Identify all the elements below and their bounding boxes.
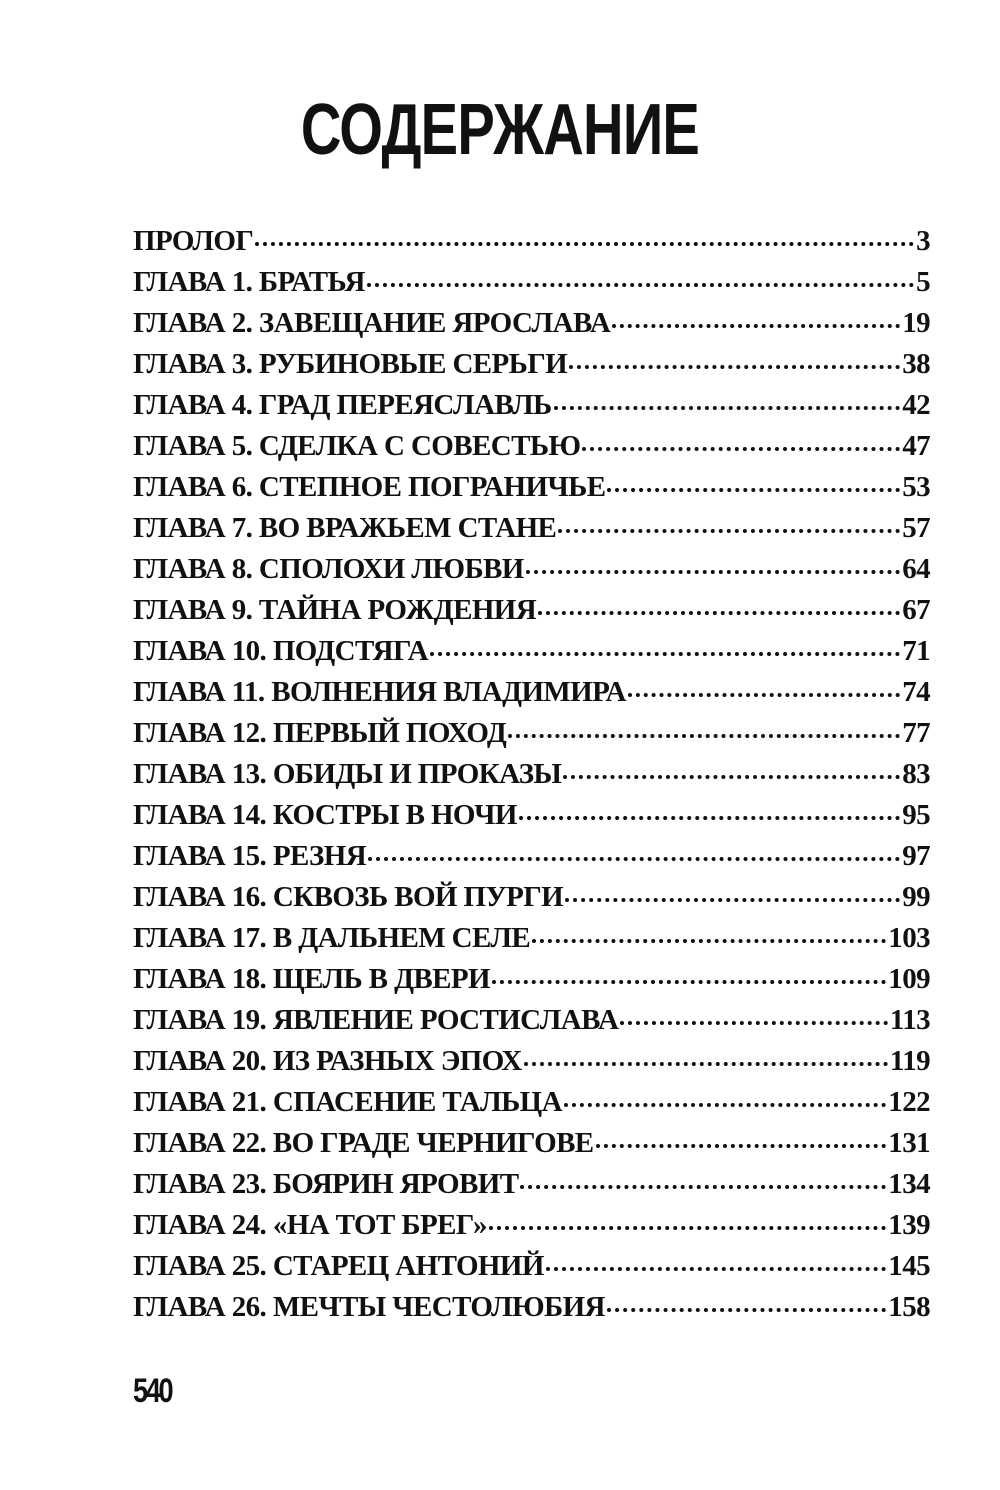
- toc-entry-page: 158: [888, 1291, 930, 1323]
- toc-entry-page: 113: [889, 1004, 930, 1036]
- dot-leader: [564, 1103, 886, 1107]
- toc-entry-title: ГЛАВА 1. БРАТЬЯ: [133, 266, 365, 298]
- dot-leader: [492, 980, 886, 984]
- toc-entry-page: 97: [902, 840, 930, 872]
- dot-leader: [532, 939, 886, 943]
- toc-entry-page: 134: [888, 1168, 930, 1200]
- toc-entry: [133, 963, 930, 1004]
- page-title: СОДЕРЖАНИЕ: [300, 90, 700, 170]
- toc-entry: [133, 1168, 930, 1209]
- toc-entry: [133, 1086, 930, 1127]
- toc-entry-title: ГЛАВА 10. ПОДСТЯГА: [133, 635, 429, 667]
- toc-entry-page: 67: [902, 594, 930, 626]
- toc-entry-title: ГЛАВА 20. ИЗ РАЗНЫХ ЭПОХ: [133, 1045, 522, 1077]
- toc-entry-title: ГЛАВА 26. МЕЧТЫ ЧЕСТОЛЮБИЯ: [133, 1291, 605, 1323]
- toc-entry-title: ГЛАВА 18. ЩЕЛЬ В ДВЕРИ: [133, 963, 490, 995]
- toc-entry: [133, 922, 930, 963]
- toc-entry: [133, 1045, 930, 1086]
- dot-leader: [546, 1267, 887, 1271]
- toc-entry-page: 42: [902, 389, 930, 421]
- toc-entry-title: ГЛАВА 6. СТЕПНОЕ ПОГРАНИЧЬЕ: [133, 471, 606, 503]
- toc-entry: [133, 389, 930, 430]
- toc-entry-title: ГЛАВА 13. ОБИДЫ И ПРОКАЗЫ: [133, 758, 562, 790]
- toc-entry-title: ГЛАВА 4. ГРАД ПЕРЕЯСЛАВЛЬ: [133, 389, 552, 421]
- toc-entry-title: ГЛАВА 5. СДЕЛКА С СОВЕСТЬЮ: [133, 430, 581, 462]
- dot-leader: [607, 488, 900, 492]
- toc-entry-page: 122: [888, 1086, 930, 1118]
- toc-entry: [133, 512, 930, 553]
- toc-entry: [133, 225, 930, 266]
- dot-leader: [554, 406, 901, 410]
- toc-entry-page: 109: [888, 963, 930, 995]
- toc-entry: [133, 635, 930, 676]
- toc-entry-page: 71: [902, 635, 930, 667]
- toc-entry: [133, 1127, 930, 1168]
- toc-entry-title: ГЛАВА 24. «НА ТОТ БРЕГ»: [133, 1209, 487, 1241]
- toc-entry: [133, 676, 930, 717]
- dot-leader: [596, 1144, 887, 1148]
- dot-leader: [255, 242, 914, 246]
- toc-entry: [133, 1004, 930, 1045]
- toc-entry: [133, 840, 930, 881]
- dot-leader: [519, 816, 900, 820]
- toc-entry-title: ГЛАВА 11. ВОЛНЕНИЯ ВЛАДИМИРА: [133, 676, 626, 708]
- dot-leader: [520, 1185, 886, 1189]
- toc-entry-page: 64: [902, 553, 930, 585]
- dot-leader: [367, 283, 914, 287]
- toc-entry-page: 145: [888, 1250, 930, 1282]
- dot-leader: [620, 1021, 887, 1025]
- table-of-contents: [133, 225, 930, 1332]
- toc-entry-page: 47: [902, 430, 930, 462]
- toc-entry-title: ГЛАВА 16. СКВОЗЬ ВОЙ ПУРГИ: [133, 881, 564, 913]
- dot-leader: [368, 857, 900, 861]
- toc-entry: [133, 758, 930, 799]
- toc-entry-title: ГЛАВА 8. СПОЛОХИ ЛЮБВИ: [133, 553, 524, 585]
- toc-entry-title: ГЛАВА 22. ВО ГРАДЕ ЧЕРНИГОВЕ: [133, 1127, 594, 1159]
- toc-entry-page: 19: [902, 307, 930, 339]
- dot-leader: [563, 775, 900, 779]
- dot-leader: [538, 611, 900, 615]
- toc-entry-title: ГЛАВА 12. ПЕРВЫЙ ПОХОД: [133, 717, 507, 749]
- toc-entry: [133, 1291, 930, 1332]
- toc-entry-title: ГЛАВА 2. ЗАВЕЩАНИЕ ЯРОСЛАВА: [133, 307, 611, 339]
- dot-leader: [430, 652, 900, 656]
- toc-entry-page: 99: [902, 881, 930, 913]
- dot-leader: [489, 1226, 886, 1230]
- toc-entry-page: 5: [916, 266, 930, 298]
- dot-leader: [628, 693, 900, 697]
- toc-entry-page: 83: [902, 758, 930, 790]
- toc-entry-page: 74: [902, 676, 930, 708]
- dot-leader: [582, 447, 900, 451]
- toc-entry-page: 57: [902, 512, 930, 544]
- dot-leader: [524, 1062, 888, 1066]
- toc-entry-title: ГЛАВА 19. ЯВЛЕНИЕ РОСТИСЛАВА: [133, 1004, 619, 1036]
- toc-entry: [133, 553, 930, 594]
- toc-entry-title: ПРОЛОГ: [133, 225, 254, 257]
- dot-leader: [526, 570, 900, 574]
- dot-leader: [612, 324, 900, 328]
- toc-entry-title: ГЛАВА 7. ВО ВРАЖЬЕМ СТАНЕ: [133, 512, 557, 544]
- toc-entry: [133, 1250, 930, 1291]
- toc-entry-page: 119: [889, 1045, 930, 1077]
- toc-entry-page: 131: [888, 1127, 930, 1159]
- dot-leader: [607, 1308, 886, 1312]
- toc-entry-page: 103: [888, 922, 930, 954]
- toc-entry: [133, 266, 930, 307]
- dot-leader: [565, 898, 900, 902]
- toc-entry-title: ГЛАВА 15. РЕЗНЯ: [133, 840, 367, 872]
- toc-entry-page: 95: [902, 799, 930, 831]
- toc-entry: [133, 430, 930, 471]
- toc-entry: [133, 1209, 930, 1250]
- dot-leader: [558, 529, 900, 533]
- toc-entry: [133, 348, 930, 389]
- toc-entry-page: 53: [902, 471, 930, 503]
- toc-entry: [133, 717, 930, 758]
- toc-entry-title: ГЛАВА 17. В ДАЛЬНЕМ СЕЛЕ: [133, 922, 531, 954]
- toc-entry: [133, 594, 930, 635]
- toc-entry-page: 139: [888, 1209, 930, 1241]
- toc-entry: [133, 799, 930, 840]
- page-number: 540: [133, 1372, 172, 1410]
- toc-entry: [133, 881, 930, 922]
- toc-entry: [133, 307, 930, 348]
- toc-entry-page: 38: [902, 348, 930, 380]
- toc-entry-title: ГЛАВА 25. СТАРЕЦ АНТОНИЙ: [133, 1250, 544, 1282]
- toc-entry-title: ГЛАВА 9. ТАЙНА РОЖДЕНИЯ: [133, 594, 537, 626]
- dot-leader: [508, 734, 900, 738]
- dot-leader: [569, 365, 900, 369]
- toc-entry-title: ГЛАВА 21. СПАСЕНИЕ ТАЛЬЦА: [133, 1086, 562, 1118]
- toc-entry-title: ГЛАВА 14. КОСТРЫ В НОЧИ: [133, 799, 517, 831]
- toc-entry-page: 77: [902, 717, 930, 749]
- toc-entry-page: 3: [916, 225, 930, 257]
- toc-entry: [133, 471, 930, 512]
- toc-entry-title: ГЛАВА 23. БОЯРИН ЯРОВИТ: [133, 1168, 519, 1200]
- toc-entry-title: ГЛАВА 3. РУБИНОВЫЕ СЕРЬГИ: [133, 348, 568, 380]
